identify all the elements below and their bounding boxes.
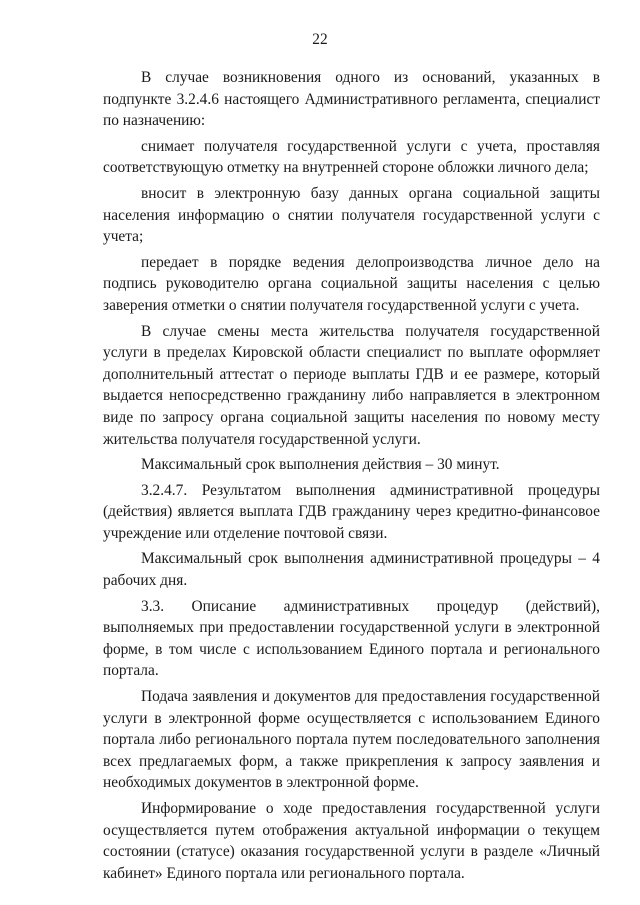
paragraph-status-information: Информирование о ходе предоставления государственной услуги осуществляется путем отображения актуальной информации о текущем состоянии (статусе) оказания государственной услуги в разделе «Личный кабинет» Единого портала или регионального портала. — [103, 800, 600, 882]
paragraph-database-entry: вносит в электронную базу данных органа социальной защиты населения информацию о снятии получателя государственной услуги с учета; — [103, 184, 600, 246]
paragraph-section-3-3: 3.3. Описание административных процедур (действий), выполняемых при предоставлении государственной услуги в электронной форме, в том числе с использованием Единого портала и регионального портала. — [103, 597, 600, 680]
paragraph-deregistration-intro: В случае возникновения одного из оснований, указанных в подпункте 3.2.4.6 настоящего Административного регламента, специалист по назначению: — [103, 69, 600, 130]
paragraph-electronic-application: Подача заявления и документов для предоставления государственной услуги в электронной форме осуществляется с использованием Единого портала либо регионального портала путем последовательного заполнения всех предлагаемых форм, а также прикрепления к запросу заявления и необходимых документов в электронной форме. — [103, 688, 600, 792]
paragraph-remove-from-registry: снимает получателя государственной услуги с учета, проставляя соответствующую отметку на внутренней стороне обложки личного дела; — [103, 137, 600, 177]
paragraph-max-time-4-days: Максимальный срок выполнения административной процедуры – 4 рабочих дня. — [103, 550, 600, 590]
paragraph-change-of-residence: В случае смены места жительства получателя государственной услуги в пределах Кировской области специалист по выплате оформляет дополнительный аттестат о периоде выплаты ГДВ и ее размере, который выдается непосредственно гражданину либо направляется в электронном виде по запросу органа социальной защиты населения по новому месту жительства получателя государственной услуги. — [103, 322, 600, 448]
document-body — [103, 67, 600, 888]
paragraph-3-2-4-7-result: 3.2.4.7. Результатом выполнения административной процедуры (действия) является выплата ГДВ гражданину через кредитно-финансовое учреждение или отделение почтовой связи. — [103, 481, 600, 542]
page-number: 22 — [312, 31, 328, 48]
paragraph-max-time-30-min: Максимальный срок выполнения действия – 30 минут. — [141, 456, 500, 474]
paragraph-transfer-for-signature: передает в порядке ведения делопроизводства личное дело на подпись руководителю органа социальной защиты населения с целью заверения отметки о снятии получателя государственной услуги с учета. — [103, 253, 600, 314]
